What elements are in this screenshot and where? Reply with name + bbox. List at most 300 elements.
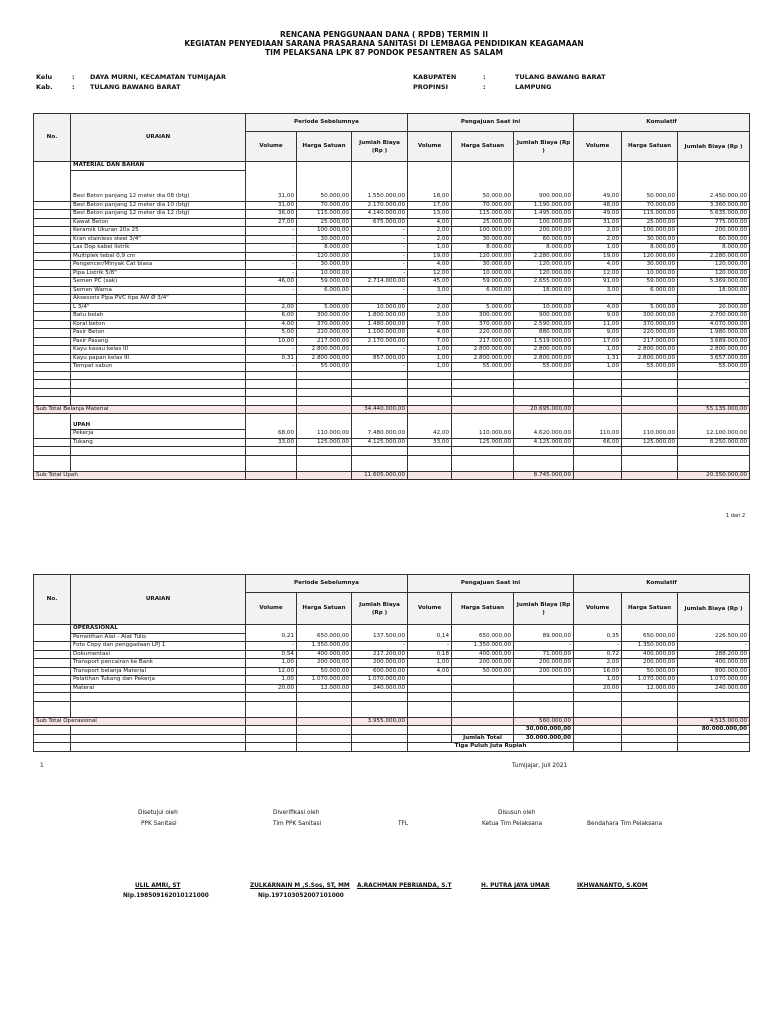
value-cell: 240.000,00: [678, 684, 750, 693]
table-cell: [574, 162, 622, 171]
col-harga: Harga Satuan: [622, 132, 678, 162]
value-cell: 2.655.000,00: [514, 278, 574, 287]
table-cell: [297, 186, 352, 194]
table-row: [34, 354, 750, 363]
table-cell: [71, 380, 246, 389]
row-number-cell: [34, 312, 71, 321]
value-cell: -: [246, 269, 297, 278]
item-description: Las Dop kabel listrik: [71, 244, 246, 253]
table-cell: [352, 693, 408, 702]
value-cell: -: [246, 286, 297, 295]
group-periode: Periode Sebelumnya: [246, 114, 408, 132]
table-row: [34, 261, 750, 270]
table-cell: [352, 455, 408, 463]
value-cell: 4,00: [574, 303, 622, 312]
row-number-cell: [34, 303, 71, 312]
item-description: Tempat sabun: [71, 363, 246, 372]
value-cell: -: [514, 642, 574, 651]
value-cell: 288.200,00: [678, 650, 750, 659]
value-cell: 50.000,00: [297, 667, 352, 676]
table-cell: [408, 162, 452, 171]
value-cell: 1.070.000,00: [352, 676, 408, 685]
signer-1-name: ULIL AMRI, ST: [135, 883, 181, 889]
col-jumlah: Jumlah Biaya (Rp ): [678, 593, 750, 625]
value-cell: 220.000,00: [452, 329, 514, 338]
value-cell: 2.170.000,00: [352, 201, 408, 210]
doc-title: RENCANA PENGGUNAAN DANA ( RPDB) TERMIN II: [279, 30, 488, 39]
colon: :: [483, 73, 486, 81]
value-cell: -: [246, 363, 297, 372]
value-cell: 18.000,00: [514, 286, 574, 295]
table-cell: [34, 734, 71, 743]
value-cell: -: [246, 346, 297, 355]
row-number-cell: [34, 363, 71, 372]
subtotal-value: 34.440.000,00: [352, 405, 408, 414]
table-cell: [297, 388, 352, 397]
table-cell: [34, 186, 71, 194]
value-cell: 2.170.000,00: [352, 337, 408, 346]
table-cell: [408, 170, 452, 178]
value-cell: 1,00: [408, 244, 452, 253]
table-row: [34, 218, 750, 227]
value-cell: 2,00: [574, 659, 622, 668]
table-cell: [622, 693, 678, 702]
value-cell: 59.000,00: [297, 278, 352, 287]
table-cell: [408, 178, 452, 186]
table-row: [34, 438, 750, 447]
value-cell: -: [352, 286, 408, 295]
item-description: Dokumentasi: [71, 650, 246, 659]
value-cell: 4,00: [408, 218, 452, 227]
kab-value: TULANG BAWANG BARAT: [90, 83, 181, 91]
value-cell: 2.800.000,00: [452, 354, 514, 363]
value-cell: 220.000,00: [622, 329, 678, 338]
value-cell: 3.689.000,00: [678, 337, 750, 346]
value-cell: 4.620.000,00: [514, 430, 574, 439]
value-cell: 6,00: [246, 312, 297, 321]
table-cell: [352, 463, 408, 471]
table-cell: [297, 455, 352, 463]
kabupaten-value: TULANG BAWANG BARAT: [515, 73, 606, 81]
item-description: Besi Beton panjang 12 meter dia 10 (btg): [71, 201, 246, 210]
prepared-by-label: Disusun oleh: [498, 810, 536, 816]
table-cell: [574, 170, 622, 178]
table-cell: [352, 414, 408, 422]
table-cell: [246, 447, 297, 456]
table-cell: [246, 709, 297, 717]
col-uraian: URAIAN: [71, 114, 246, 162]
table-cell: [246, 455, 297, 463]
value-cell: 13,00: [408, 210, 452, 219]
value-cell: 125.000,00: [297, 438, 352, 447]
group-komulatif: Komulatif: [574, 575, 750, 593]
value-cell: 400.000,00: [452, 650, 514, 659]
value-cell: 0,18: [408, 650, 452, 659]
row-number-cell: [34, 227, 71, 236]
colon: :: [72, 73, 75, 81]
section-operasional: OPERASIONAL: [71, 625, 246, 634]
value-cell: 1,00: [574, 676, 622, 685]
value-cell: 200.000,00: [678, 227, 750, 236]
table-cell: [34, 693, 71, 702]
table-cell: [34, 162, 71, 171]
signer-2-name: ZULKARNAIN M ,S.Sos, ST, MM: [250, 883, 350, 889]
table-cell: [452, 170, 514, 178]
verifier-role: Tim PPK Sanitasi: [273, 821, 322, 827]
value-cell: 12,00: [574, 269, 622, 278]
item-description: Koral beton: [71, 320, 246, 329]
value-cell: 4.125.000,00: [352, 438, 408, 447]
table-row: [34, 633, 750, 642]
col-jumlah: Jumlah Biaya (Rp ): [352, 132, 408, 162]
value-cell: 55.000,00: [622, 363, 678, 372]
value-cell: 650.000,00: [622, 633, 678, 642]
total-value: 80.000.000,00: [678, 726, 750, 735]
table-cell: [34, 701, 71, 709]
table-cell: [514, 371, 574, 380]
value-cell: 10.000,00: [297, 269, 352, 278]
value-cell: [408, 295, 452, 304]
table-cell: [246, 414, 297, 422]
value-cell: 1,00: [574, 244, 622, 253]
jumlah-total-label: Jumlah Total: [452, 734, 514, 743]
table-cell: [452, 186, 514, 194]
table-cell: [34, 397, 71, 406]
table-cell: [246, 178, 297, 186]
value-cell: 0,72: [574, 650, 622, 659]
table-cell: [71, 371, 246, 380]
table-cell: [408, 455, 452, 463]
value-cell: -: [352, 244, 408, 253]
table-cell: [246, 405, 297, 414]
terbilang-row: [34, 743, 750, 752]
table-row: [34, 667, 750, 676]
item-description: Kayu kasau kelas III: [71, 346, 246, 355]
propinsi-value: LAMPUNG: [515, 83, 552, 91]
table-cell: [514, 422, 574, 430]
table-cell: [352, 743, 408, 752]
total-value: 30.000.000,00: [514, 726, 574, 735]
col-volume: Volume: [408, 593, 452, 625]
value-cell: 200.000,00: [622, 659, 678, 668]
value-cell: 31,00: [246, 201, 297, 210]
table-cell: [71, 463, 246, 471]
value-cell: 120.000,00: [622, 252, 678, 261]
value-cell: 33,00: [246, 438, 297, 447]
table-row: [34, 455, 750, 463]
table-cell: [71, 726, 246, 735]
row-number-cell: [34, 633, 71, 642]
value-cell: 300.000,00: [297, 312, 352, 321]
table-cell: [352, 162, 408, 171]
row-number-cell: [34, 642, 71, 651]
col-volume: Volume: [246, 593, 297, 625]
value-cell: 49,00: [574, 210, 622, 219]
value-cell: 2.800.000,00: [622, 346, 678, 355]
value-cell: 200.000,00: [514, 227, 574, 236]
table-cell: [246, 717, 297, 726]
value-cell: 100.000,00: [297, 227, 352, 236]
value-cell: 1.980.000,00: [678, 329, 750, 338]
subtotal-operasional-row: [34, 717, 750, 726]
value-cell: 100.000,00: [622, 227, 678, 236]
table-cell: [574, 743, 622, 752]
value-cell: 8.000,00: [622, 244, 678, 253]
value-cell: 1,00: [246, 659, 297, 668]
value-cell: 220.000,00: [297, 329, 352, 338]
table-row: [34, 186, 750, 194]
value-cell: 2.800.000,00: [297, 354, 352, 363]
value-cell: 19,00: [574, 252, 622, 261]
table-cell: [574, 717, 622, 726]
row-number-cell: [34, 269, 71, 278]
value-cell: [408, 684, 452, 693]
value-cell: 2.800.000,00: [514, 354, 574, 363]
col-jumlah: Jumlah Biaya (Rp ): [514, 593, 574, 625]
value-cell: 20,00: [574, 684, 622, 693]
chair-role: Ketua Tim Pelaksana: [482, 821, 543, 827]
value-cell: 125.000,00: [452, 438, 514, 447]
value-cell: 0,21: [246, 633, 297, 642]
value-cell: 2.700.000,00: [678, 312, 750, 321]
value-cell: 2.800.000,00: [452, 346, 514, 355]
item-description: Pipa Listrik 5/8": [71, 269, 246, 278]
value-cell: 200.000,00: [352, 659, 408, 668]
table-cell: [574, 186, 622, 194]
signer-5-name: IKHWANANTO, S.KOM: [577, 883, 648, 889]
item-description: Besi Beton panjang 12 meter dia 12 (btg): [71, 210, 246, 219]
item-description: Pekerja: [71, 430, 246, 439]
value-cell: 50.000,00: [452, 667, 514, 676]
table-row: [34, 337, 750, 346]
value-cell: 10.000,00: [352, 303, 408, 312]
table-cell: [246, 388, 297, 397]
value-cell: 300.000,00: [452, 312, 514, 321]
table-cell: [246, 734, 297, 743]
value-cell: 5.000,00: [622, 303, 678, 312]
col-volume: Volume: [408, 132, 452, 162]
value-cell: 45,00: [408, 278, 452, 287]
table-cell: [452, 414, 514, 422]
table-cell: [297, 701, 352, 709]
value-cell: 46,00: [246, 278, 297, 287]
item-description: Tukang: [71, 438, 246, 447]
value-cell: 7,00: [408, 337, 452, 346]
table-row: [34, 693, 750, 702]
value-cell: 33,00: [408, 438, 452, 447]
value-cell: 55.000,00: [514, 363, 574, 372]
value-cell: 115.000,00: [622, 210, 678, 219]
table-row: [34, 286, 750, 295]
table-cell: [34, 709, 71, 717]
table-cell: [297, 734, 352, 743]
table-cell: [34, 414, 71, 422]
value-cell: 1.070.000,00: [622, 676, 678, 685]
table-row: [34, 269, 750, 278]
value-cell: 59.000,00: [622, 278, 678, 287]
table-cell: [408, 463, 452, 471]
value-cell: 6.000,00: [622, 286, 678, 295]
table-row: [34, 684, 750, 693]
table-row: [34, 227, 750, 236]
table-cell: [452, 709, 514, 717]
value-cell: 400.000,00: [678, 659, 750, 668]
col-harga: Harga Satuan: [297, 593, 352, 625]
table-cell: [574, 734, 622, 743]
value-cell: 12.100.000,00: [678, 430, 750, 439]
value-cell: 120.000,00: [514, 261, 574, 270]
value-cell: 370.000,00: [622, 320, 678, 329]
section-upah: UPAH: [71, 422, 246, 430]
table-cell: [678, 693, 750, 702]
value-cell: 2.590.000,00: [514, 320, 574, 329]
value-cell: 800.000,00: [678, 667, 750, 676]
value-cell: 4,00: [246, 320, 297, 329]
table-cell: [297, 405, 352, 414]
value-cell: 9,00: [574, 312, 622, 321]
table-cell: [71, 447, 246, 456]
row-number-cell: [34, 286, 71, 295]
item-description: Kayu papan kelas III: [71, 354, 246, 363]
value-cell: 650.000,00: [452, 633, 514, 642]
value-cell: 217.000,00: [622, 337, 678, 346]
row-number-cell: [34, 295, 71, 304]
table-cell: [678, 162, 750, 171]
value-cell: 2,00: [574, 235, 622, 244]
value-cell: -: [352, 235, 408, 244]
table-cell: [514, 414, 574, 422]
table-cell: [452, 471, 514, 480]
table-cell: [352, 734, 408, 743]
value-cell: 48,00: [574, 201, 622, 210]
table-cell: [574, 414, 622, 422]
value-cell: 31,00: [574, 218, 622, 227]
table-cell: [352, 380, 408, 389]
kabupaten-label: KABUPATEN: [413, 73, 457, 81]
col-volume: Volume: [574, 593, 622, 625]
table-row: [34, 201, 750, 210]
value-cell: 10.000,00: [452, 269, 514, 278]
value-cell: 4.070.000,00: [678, 320, 750, 329]
table-cell: [297, 170, 352, 178]
table-cell: [574, 471, 622, 480]
table-cell: [574, 405, 622, 414]
subtotal-label: Sub Total Upah: [34, 471, 246, 480]
table-cell: [452, 388, 514, 397]
item-description: Pasir Beton: [71, 329, 246, 338]
table-cell: [514, 447, 574, 456]
value-cell: 857.000,00: [352, 354, 408, 363]
subtotal-value: 8.745.000,00: [514, 471, 574, 480]
value-cell: 8.000,00: [514, 244, 574, 253]
table-cell: [408, 471, 452, 480]
value-cell: 17,00: [574, 337, 622, 346]
table-cell: [514, 178, 574, 186]
row-number-cell: [34, 346, 71, 355]
table-cell: [452, 380, 514, 389]
value-cell: 125.000,00: [622, 438, 678, 447]
value-cell: 10.000,00: [514, 303, 574, 312]
jumlah-total-row: [34, 734, 750, 743]
value-cell: 1.519.000,00: [514, 337, 574, 346]
value-cell: 200.000,00: [452, 659, 514, 668]
group-periode: Periode Sebelumnya: [246, 575, 408, 593]
table-cell: [452, 463, 514, 471]
value-cell: 1.350.000,00: [452, 642, 514, 651]
table-cell: [574, 701, 622, 709]
value-cell: 115.000,00: [452, 210, 514, 219]
table-cell: [246, 463, 297, 471]
value-cell: 400.000,00: [297, 650, 352, 659]
value-cell: 49,00: [574, 193, 622, 201]
value-cell: 1.190.000,00: [514, 201, 574, 210]
table-cell: [34, 743, 71, 752]
table-cell: [514, 625, 574, 634]
value-cell: 1,00: [574, 346, 622, 355]
row-number-cell: [34, 235, 71, 244]
table-cell: [452, 371, 514, 380]
table-cell: [71, 709, 246, 717]
table-cell: [297, 371, 352, 380]
table-cell: [452, 405, 514, 414]
table-cell: [678, 186, 750, 194]
table-cell: [622, 726, 678, 735]
value-cell: 70.000,00: [297, 201, 352, 210]
table-cell: [452, 422, 514, 430]
table-cell: [514, 162, 574, 171]
table-cell: [246, 625, 297, 634]
value-cell: 4,00: [408, 667, 452, 676]
table-cell: [514, 455, 574, 463]
table-cell: [297, 380, 352, 389]
item-description: Pengencer/Minyak Cat biasa: [71, 261, 246, 270]
table-cell: [297, 397, 352, 406]
table-cell: [574, 380, 622, 389]
signer-4-name: H. PUTRA JAYA UMAR: [481, 883, 550, 889]
table-cell: [622, 701, 678, 709]
table-cell: [352, 447, 408, 456]
value-cell: 200.000,00: [514, 667, 574, 676]
value-cell: 68,00: [246, 430, 297, 439]
value-cell: 17,00: [408, 201, 452, 210]
value-cell: 20,00: [246, 684, 297, 693]
table-cell: [71, 734, 246, 743]
row-number-cell: [34, 210, 71, 219]
kab-label: Kab.: [36, 83, 53, 91]
table-row: [34, 312, 750, 321]
table-cell: [678, 170, 750, 178]
table-cell: [574, 455, 622, 463]
table-cell: [514, 701, 574, 709]
item-description: Kawat Beton: [71, 218, 246, 227]
subtotal-value: 11.605.000,00: [352, 471, 408, 480]
table-row: [34, 329, 750, 338]
table-cell: [246, 397, 297, 406]
table-cell: [622, 162, 678, 171]
item-description: Batu belah: [71, 312, 246, 321]
value-cell: -: [246, 244, 297, 253]
table-cell: [622, 170, 678, 178]
table-cell: [408, 447, 452, 456]
value-cell: 5.000,00: [297, 303, 352, 312]
value-cell: -: [352, 227, 408, 236]
table-cell: [678, 625, 750, 634]
table-row: [34, 701, 750, 709]
table-cell: [34, 170, 71, 178]
value-cell: 5.000,00: [452, 303, 514, 312]
section-material: MATERIAL DAN BAHAN: [71, 162, 246, 171]
table-cell: [452, 625, 514, 634]
